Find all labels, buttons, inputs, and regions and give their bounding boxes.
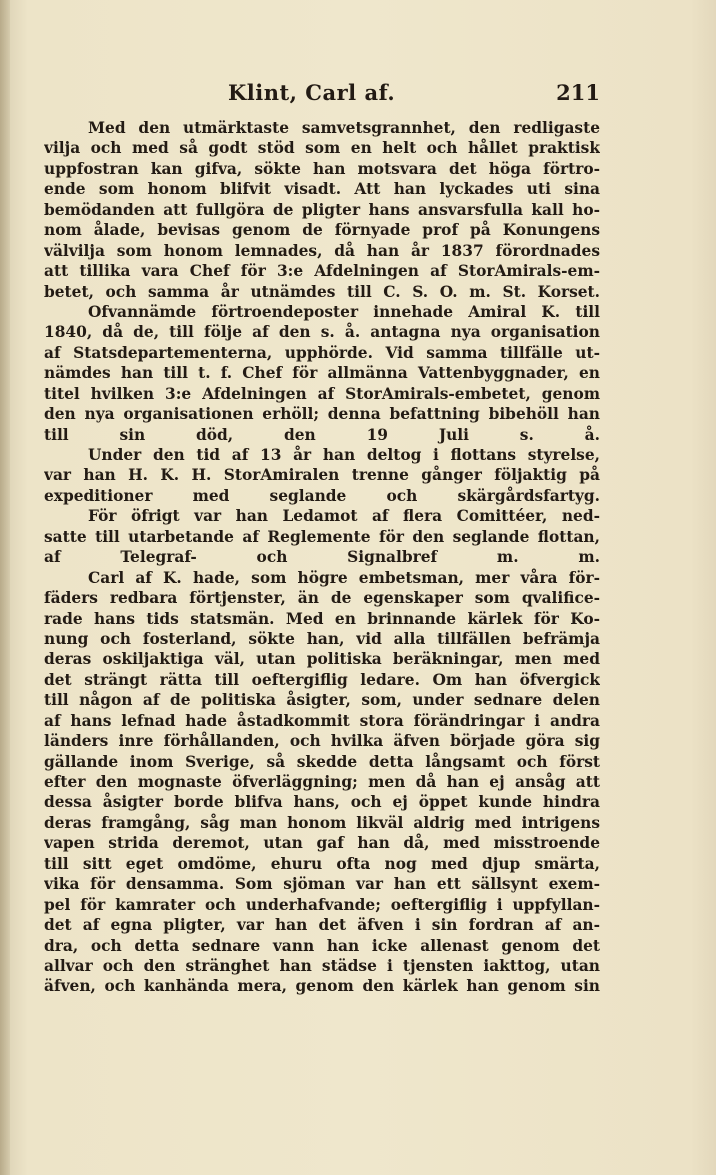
- page-header: [228, 80, 600, 110]
- text-line: expeditioner med seglande och skärgårdsfartyg.: [44, 486, 600, 505]
- text-line: 1840, då de, till följe af den s. å. antagna nya organisation: [44, 323, 600, 342]
- text-line: betet, och samma år utnämdes till C. S. O. m. St. Korset.: [44, 282, 600, 301]
- text-line: pel för kamrater och underhafvande; oeftergiflig i uppfyllan-: [44, 895, 600, 914]
- body-text: [44, 118, 600, 997]
- text-line: deras framgång, såg man honom likväl aldrig med intrigens: [44, 813, 600, 832]
- text-line: Under den tid af 13 år han deltog i flottans styrelse,: [88, 446, 600, 464]
- text-line: ende som honom blifvit visadt. Att han lyckades uti sina: [44, 180, 600, 199]
- text-line: dessa åsigter borde blifva hans, och ej öppet kunde hindra: [44, 793, 600, 812]
- text-line: vilja och med så godt stöd som en helt och hållet praktisk: [44, 139, 600, 158]
- text-line: det af egna pligter, var han det äfven i sin fordran af an-: [44, 916, 600, 935]
- text-line: nom ålade, bevisas genom de förnyade prof på Konungens: [44, 221, 600, 240]
- text-line: den nya organisationen erhöll; denna befattning bibehöll han: [44, 405, 600, 424]
- text-line: titel hvilken 3:e Afdelningen af StorAmirals-embetet, genom: [44, 384, 600, 403]
- text-line: länders inre förhållanden, och hvilka äfven började göra sig: [44, 732, 600, 751]
- text-line: var han H. K. H. StorAmiralen trenne gånger följaktig på: [44, 466, 600, 485]
- text-line: Med den utmärktaste samvetsgrannhet, den redligaste: [88, 119, 600, 137]
- text-line: välvilja som honom lemnades, då han år 1837 förordnades: [44, 241, 600, 260]
- text-line: bemödanden att fullgöra de pligter hans ansvarsfulla kall ho-: [44, 200, 600, 219]
- text-line: af Telegraf- och Signalbref m. m.: [44, 548, 600, 567]
- text-line: rade hans tids statsmän. Med en brinnande kärlek för Ko-: [44, 609, 600, 628]
- text-line: uppfostran kan gifva, sökte han motsvara det höga förtro-: [44, 159, 600, 178]
- text-line: allvar och den stränghet han städse i tjensten iakttog, utan: [44, 956, 600, 975]
- page-number: 211: [556, 80, 600, 105]
- text-line: dra, och detta sednare vann han icke allenast genom det: [44, 936, 600, 955]
- text-line: gällande inom Sverige, så skedde detta långsamt och först: [44, 752, 600, 771]
- text-line: till sitt eget omdöme, ehuru ofta nog med djup smärta,: [44, 854, 600, 873]
- text-line: nämdes han till t. f. Chef för allmänna Vattenbyggnader, en: [44, 364, 600, 383]
- text-line: efter den mognaste öfverläggning; men då han ej ansåg att: [44, 773, 600, 791]
- text-line: satte till utarbetande af Reglemente för den seglande flottan,: [44, 527, 600, 546]
- text-line: nung och fosterland, sökte han, vid alla tillfällen befrämja: [44, 629, 600, 648]
- text-line: af hans lefnad hade åstadkommit stora förändringar i andra: [44, 711, 600, 730]
- text-line: vika för densamma. Som sjöman var han ett sällsynt exem-: [44, 875, 600, 894]
- text-line: deras oskiljaktiga väl, utan politiska beräkningar, men med: [44, 650, 600, 669]
- text-line: det strängt rätta till oeftergiflig ledare. Om han öfvergick: [44, 670, 600, 689]
- text-line: För öfrigt var han Ledamot af flera Comittéer, ned-: [88, 507, 600, 526]
- text-line: af Statsdepartementerna, upphörde. Vid samma tillfälle ut-: [44, 343, 600, 362]
- text-line: fäders redbara förtjenster, än de egenskaper som qvalificе-: [44, 589, 600, 608]
- running-title: Klint, Carl af.: [228, 80, 396, 105]
- text-line: till någon af de politiska åsigter, som, under sednare delen: [44, 691, 600, 710]
- text-line: vapen strida deremot, utan gaf han då, med misstroende: [44, 834, 600, 853]
- page-spine-shadow: [0, 0, 10, 1175]
- text-line: äfven, och kanhända mera, genom den kärlek han genom sin: [44, 977, 600, 996]
- text-line: Ofvannämde förtroendeposter innehade Amiral K. till: [88, 302, 600, 321]
- text-line: att tillika vara Chef för 3:e Afdelningen af StorAmirals-em-: [44, 262, 600, 281]
- text-line: Carl af K. hade, som högre embetsman, mer våra för-: [88, 568, 600, 587]
- text-line: till sin död, den 19 Juli s. å.: [44, 425, 600, 444]
